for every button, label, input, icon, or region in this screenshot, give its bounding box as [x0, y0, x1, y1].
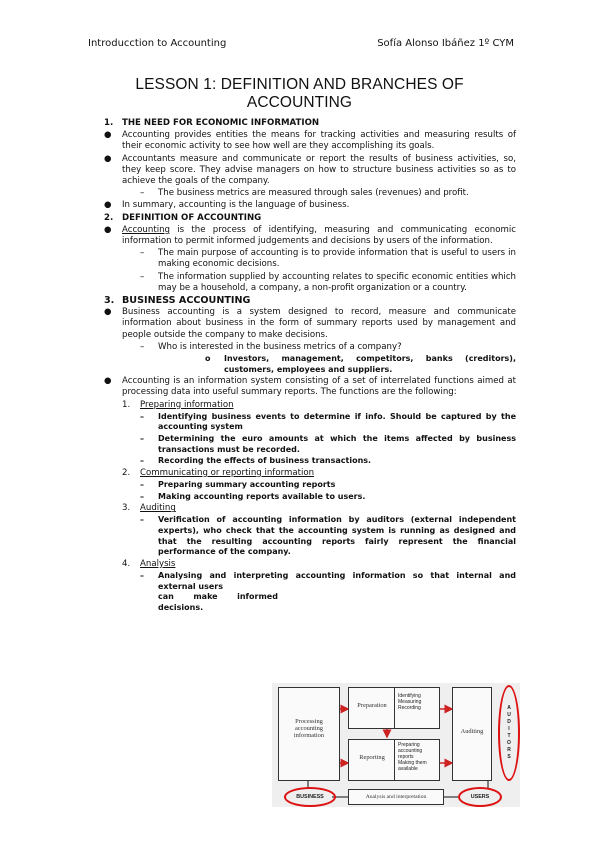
header-left: Introducction to Accounting	[88, 38, 227, 49]
sub-item: – The information supplied by accounting relates to specific economic entities which may be a household, a company, a non-profit organization or a country.	[140, 271, 516, 293]
sub-item: – Who is interested in the business metrics of a company?	[140, 341, 402, 352]
bullet: ● Accounting is the process of identifying, measuring and communicating economic information to permit informed judgements and decisions by users of the information.	[104, 224, 516, 247]
function-item: – Identifying business events to determine if info. Should be captured by the accounting system	[140, 411, 516, 432]
sub-item: – The main purpose of accounting is to provide information that is useful to users in making economic decisions.	[140, 248, 516, 270]
circle-marker: o	[205, 354, 211, 364]
function-item: – Determining the euro amounts at which the items affected by business transactions must be recorded.	[140, 434, 516, 454]
dash-marker: –	[140, 248, 145, 259]
dash-marker: –	[140, 188, 145, 199]
function-item: – Analysing and interpreting accounting information so that internal and external users can make informed decisions.	[140, 571, 516, 612]
dash-marker: –	[140, 491, 144, 501]
bullet: ● Accountants measure and communicate or report the results of business activities, so, they keep score. They advise managers on how to structure business activities so as to achieve the goals of the company.	[104, 153, 516, 187]
reporting-list-box: Preparing accounting reports Making them available	[394, 739, 440, 781]
title-line-1: LESSON 1: DEFINITION AND BRANCHES OF	[135, 76, 464, 93]
analysis-box: Analysis and interpretation	[348, 789, 444, 805]
dash-marker: –	[140, 571, 144, 580]
dash-marker: –	[140, 271, 145, 282]
accounting-process-diagram	[272, 683, 520, 807]
dash-marker: –	[140, 456, 144, 466]
dash-marker: –	[140, 411, 144, 421]
bullet-marker: ●	[104, 376, 112, 387]
term-accounting: Accounting	[122, 224, 170, 235]
function-4: 4. Analysis	[122, 558, 176, 569]
bullet: ● Accounting is an information system consisting of a set of interrelated functions aimed at processing data into useful summary reports. The functions are the following:	[104, 376, 516, 398]
section-3-heading: 3. BUSINESS ACCOUNTING	[104, 295, 251, 307]
bullet-marker: ●	[104, 224, 112, 235]
bullet: ● Business accounting is a system designed to record, measure and communicate information about business in the form of summary reports used by management and people outside the company to make decisions.	[104, 307, 516, 340]
document-body	[92, 118, 516, 614]
function-3: 3. Auditing	[122, 503, 176, 514]
sub-item: – The business metrics are measured through sales (revenues) and profit.	[140, 188, 469, 199]
page-title	[0, 76, 599, 112]
processing-box: Processing accounting information	[278, 687, 340, 781]
function-item: – Making accounting reports available to users.	[140, 491, 366, 501]
sub-sub-item: o Investors, management, competitors, banks (creditors), customers, employees and suppliers.	[205, 354, 516, 374]
bullet-marker: ●	[104, 307, 112, 318]
reporting-box: Reporting	[348, 739, 396, 781]
preparation-list-box: Identifying Measuring Recording	[394, 687, 440, 729]
dash-marker: –	[140, 515, 144, 525]
dash-marker: –	[140, 480, 144, 490]
section-1-heading: 1. THE NEED FOR ECONOMIC INFORMATION	[104, 118, 320, 128]
dash-marker: –	[140, 434, 144, 444]
bullet-marker: ●	[104, 130, 112, 141]
bullet: ● In summary, accounting is the language of business.	[104, 200, 350, 211]
bullet-marker: ●	[104, 200, 112, 211]
function-1: 1. Preparing information	[122, 399, 234, 410]
dash-marker: –	[140, 341, 145, 352]
business-oval: BUSINESS	[284, 787, 336, 807]
title-line-2: ACCOUNTING	[246, 94, 353, 111]
function-item: – Recording the effects of business transactions.	[140, 456, 372, 466]
function-item: – Verification of accounting information by auditors (external independent experts), who check that the accounting system is running as designed and that the resulting accounting reports fairly represent the financial performance of the company.	[140, 515, 516, 557]
header-right: Sofía Alonso Ibáñez 1º CYM	[377, 38, 514, 49]
function-item: – Preparing summary accounting reports	[140, 480, 336, 490]
bullet-marker: ●	[104, 153, 112, 164]
function-2: 2. Communicating or reporting information	[122, 467, 315, 478]
preparation-box: Preparation	[348, 687, 396, 729]
auditors-oval: AUDITORS	[498, 685, 520, 781]
section-2-heading: 2. DEFINITION OF ACCOUNTING	[104, 212, 262, 223]
auditing-box: Auditing	[452, 687, 492, 781]
users-oval: USERS	[458, 787, 502, 807]
bullet: ● Accounting provides entities the means for tracking activities and measuring results of their economic activity to see how well are they accomplishing its goals.	[104, 130, 516, 152]
